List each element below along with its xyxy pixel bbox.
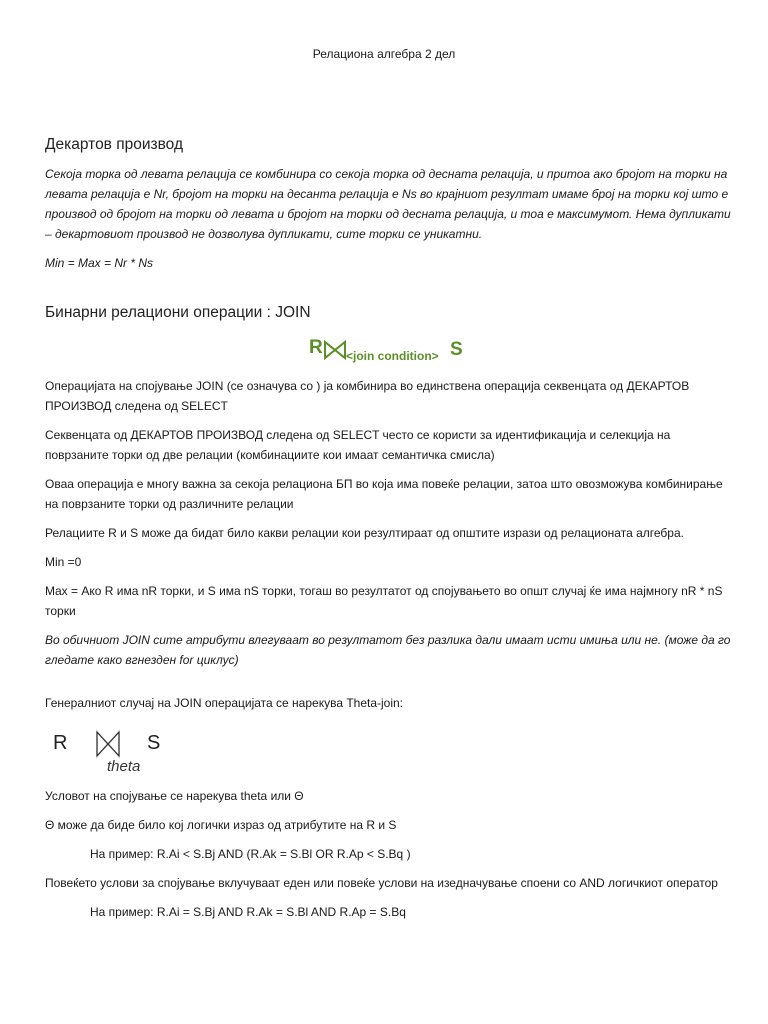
theta-join-symbol [51,722,735,776]
theta-symbol-left: R [53,732,68,754]
join-symbol-left: R [309,337,323,358]
theta-example-1: На пример: R.Ai < S.Bj AND (R.Ak = S.Bl OR R.Ap < S.Bq ) [90,847,411,861]
join-italic-note: Во обичниот JOIN сите атрибути влегуваат во резултатот без разлика дали имаат исти имиња или не. (може да го гледате како вгнезден for циклус) [45,633,731,667]
join-para-2: Секвенцата од ДЕКАРТОВ ПРОИЗВОД следена од SELECT често се користи за идентификација и селекција на поврзаните торки од две релации (комбинациите кои имаат семантичка смисла) [45,428,671,462]
heading-binary-join: Бинарни релациони операции : JOIN [45,304,311,321]
theta-p2: Θ може да биде било кој логички израз од атрибутите на R и S [45,818,397,832]
bowtie-join-icon [325,342,345,358]
theta-p1: Условот на спојување се нарекува theta или Θ [45,789,304,803]
join-min: Min =0 [45,555,82,569]
theta-symbol-right: S [147,732,161,754]
join-symbol-graphic [305,332,475,368]
join-para-1: Операцијата на спојување JOIN (се означува со ) ја комбинира во единствена операција секвенцата од ДЕКАРТОВ ПРОИЗВОД следена од SELECT [45,379,690,413]
theta-p3: Повеќето услови за спојување вклучуваат еден или повеќе услови на изедначување споени со AND логичкиот оператор [45,876,718,890]
theta-symbol-graphic [51,722,181,778]
cartesian-description: Секоја торка од левата релација се комбинира со секоја торка од десната релација, и притоа ако бројот на торки на левата релација е Nr, бројот на торки на десанта релација е Ns во крајниот резултат имаме број на торки кој што е производ од бројот на торки од левата и бројот на торки од десната релација, и тоа е максимумот. Нема дупликати – декартовиот производ не дозволува дупликати, сите торки се уникатни. [45,167,731,241]
join-max: Max = Ако R има nR торки, и S има nS торки, тогаш во резултатот од спојувањето во општ случај ќе има најмногу nR * nS торки [45,584,723,618]
join-condition-symbol [45,332,735,368]
document-body [45,136,735,931]
theta-example-2: На пример: R.Ai = S.Bj AND R.Ak = S.Bl AND R.Ap = S.Bq [90,905,406,919]
join-para-3: Оваа операција е многу важна за секоја релациона БП во која има повеќе релации, затоа што овозможува комбинирање на поврзаните торки од различните релации [45,477,723,511]
bowtie-join-icon [97,732,119,756]
heading-cartesian-product: Декартов производ [45,136,184,153]
theta-join-intro: Генералниот случај на JOIN операцијата се нарекува Theta-join: [45,696,404,710]
join-symbol-right: S [450,339,463,360]
join-para-4: Релациите R и S може да бидат било какви релации кои резултираат од општите изрази од релационата алгебра. [45,526,684,540]
theta-symbol-sub: theta [107,758,141,775]
page-header-title: Релациона алгебра 2 дел [312,47,456,61]
join-symbol-condition: <join condition> [346,349,439,363]
cartesian-formula: Min = Max = Nr * Ns [45,256,154,270]
